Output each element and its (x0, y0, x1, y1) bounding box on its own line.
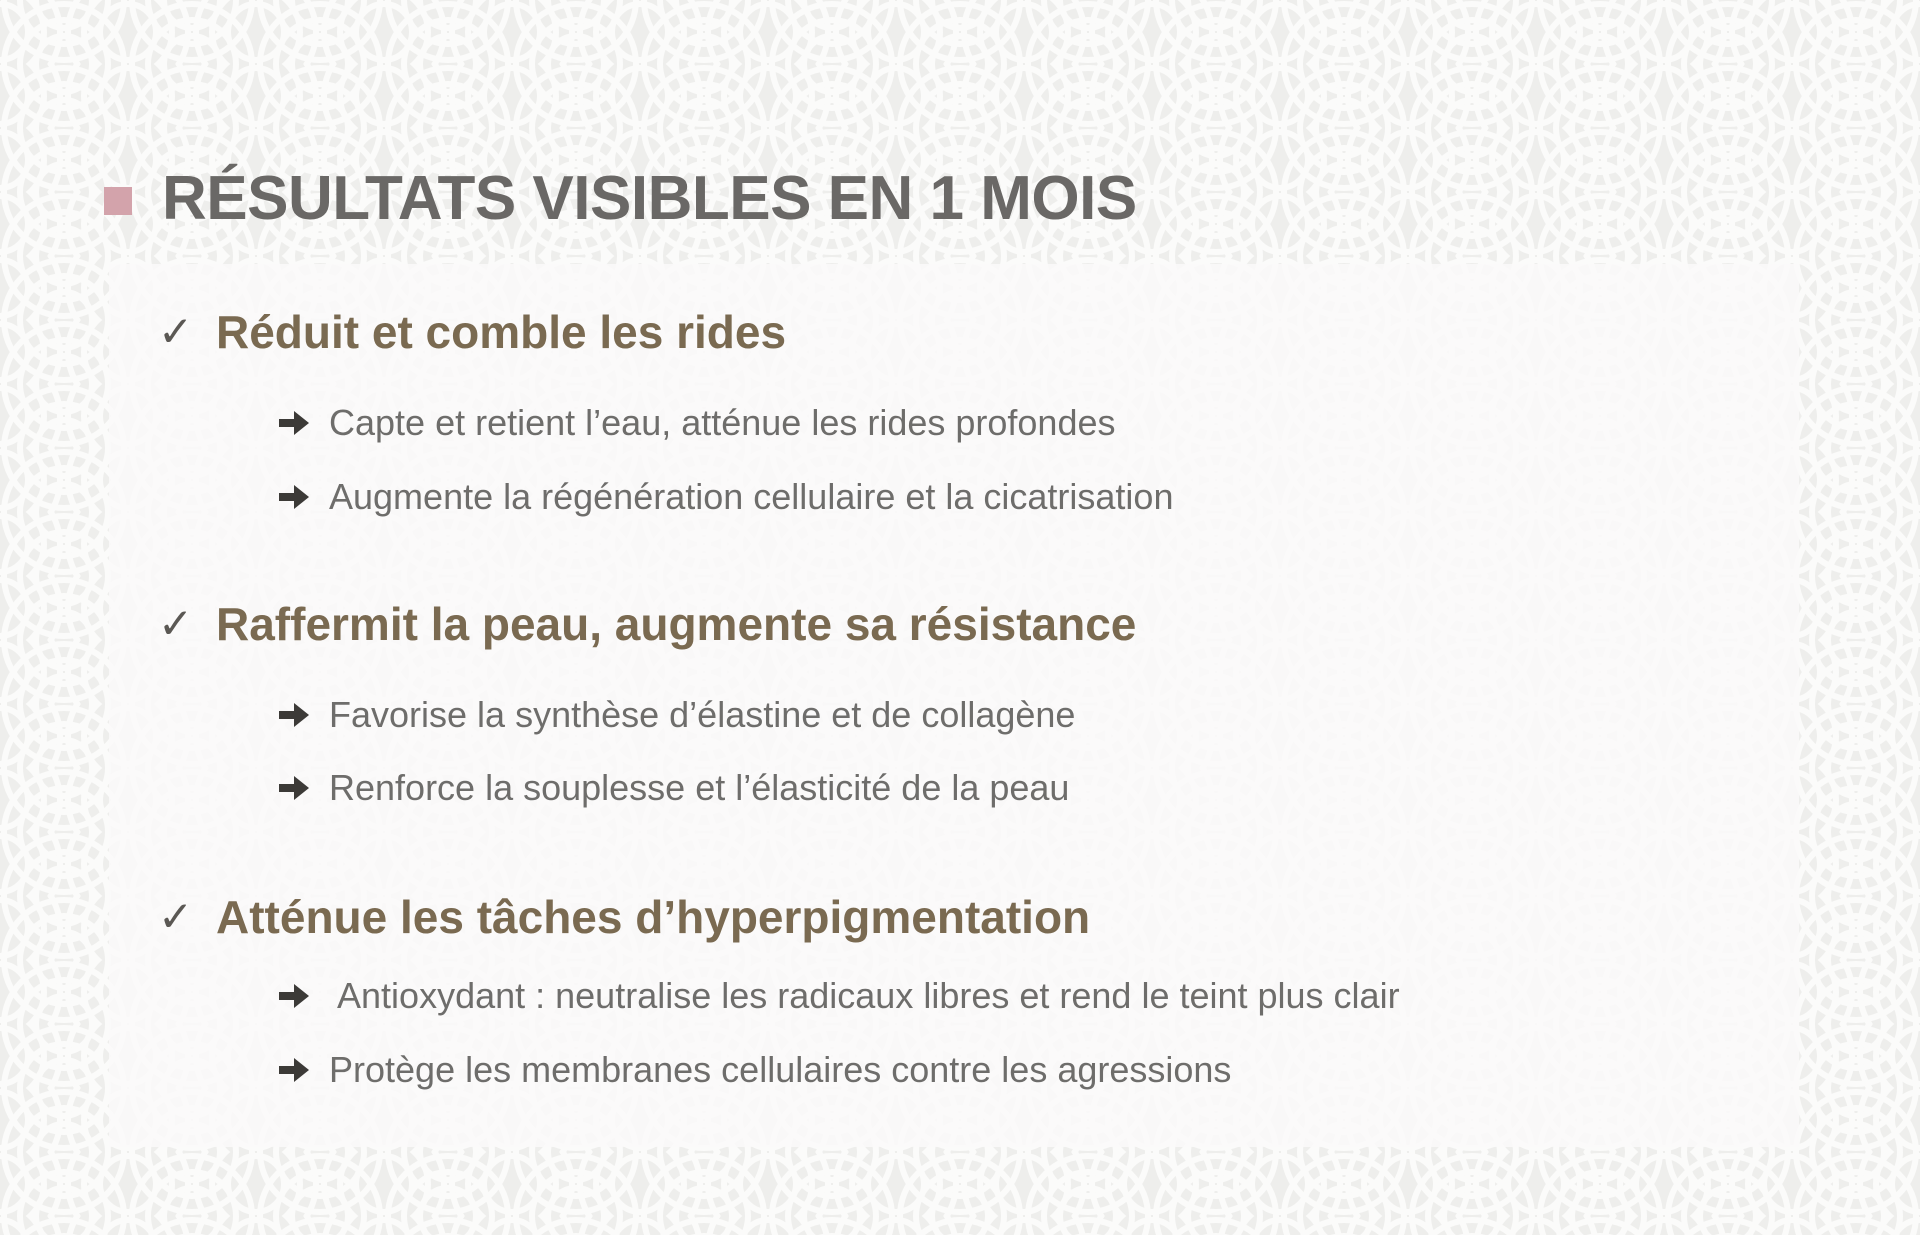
benefit-section-3 (158, 887, 1400, 1090)
benefit-heading (158, 887, 1090, 947)
arrow-right-icon (277, 482, 329, 512)
benefit-detail-text: Protège les membranes cellulaires contre les agressions (329, 1049, 1232, 1090)
benefit-section-2 (158, 594, 1137, 808)
checkmark-icon: ✓ (158, 599, 194, 648)
benefit-detail-text: Renforce la souplesse et l’élasticité de la peau (329, 767, 1070, 808)
benefit-detail-text: Antioxydant : neutralise les radicaux libres et rend le teint plus clair (329, 975, 1400, 1016)
benefit-section-1 (158, 302, 1174, 517)
title-bullet-square-icon (104, 187, 132, 215)
arrow-right-icon (277, 773, 329, 803)
benefit-detail-text: Augmente la régénération cellulaire et la cicatrisation (329, 476, 1174, 517)
benefit-detail-item (277, 763, 1069, 813)
arrow-right-icon (277, 700, 329, 730)
benefit-detail-item (277, 971, 1400, 1021)
arrow-right-icon (277, 981, 329, 1011)
benefit-detail-text: Capte et retient l’eau, atténue les rides profondes (329, 402, 1116, 443)
benefit-detail-text: Favorise la synthèse d’élastine et de collagène (329, 694, 1076, 735)
benefit-detail-item (277, 690, 1075, 740)
page-title (104, 164, 1137, 233)
benefit-heading-text: Atténue les tâches d’hyperpigmentation (216, 891, 1091, 943)
benefit-detail-item (277, 472, 1173, 522)
checkmark-icon: ✓ (158, 307, 194, 356)
benefit-heading (158, 594, 1136, 654)
benefit-detail-item (277, 398, 1116, 448)
benefit-heading-text: Raffermit la peau, augmente sa résistance (216, 598, 1137, 650)
checkmark-icon: ✓ (158, 892, 194, 941)
arrow-right-icon (277, 408, 329, 438)
arrow-right-icon (277, 1055, 329, 1085)
benefit-heading-text: Réduit et comble les rides (216, 306, 787, 358)
benefit-detail-item (277, 1045, 1231, 1095)
page-title-text: RÉSULTATS VISIBLES EN 1 MOIS (162, 164, 1137, 233)
benefit-heading (158, 302, 786, 362)
